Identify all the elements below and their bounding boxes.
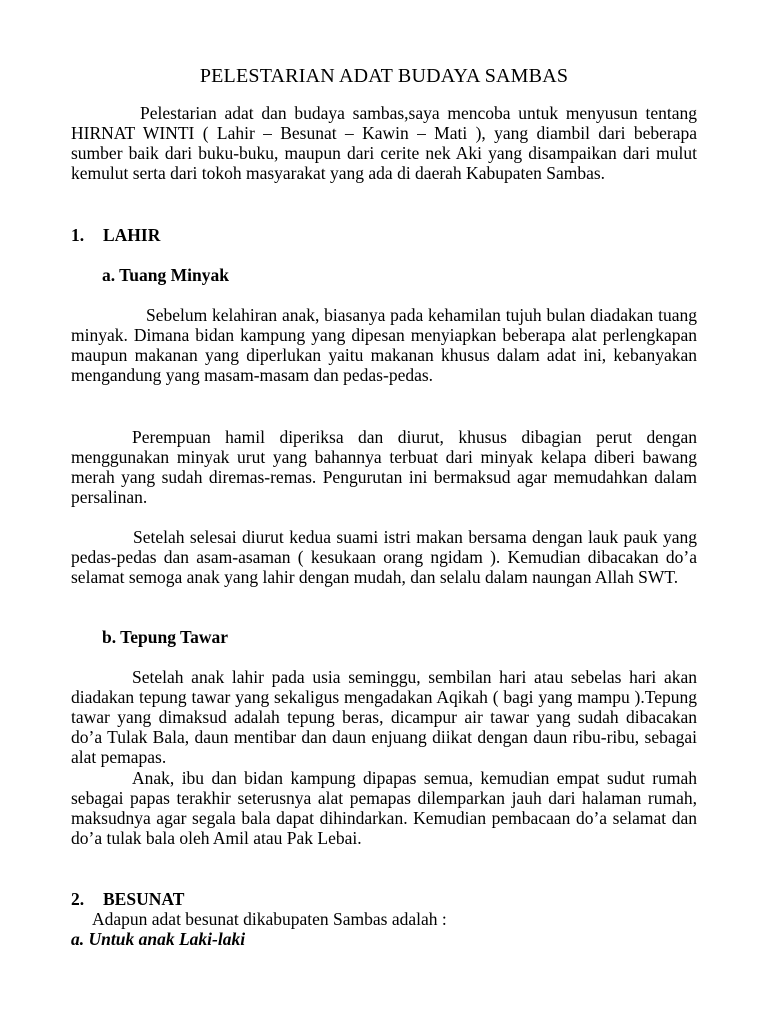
section-title: LAHIR bbox=[103, 225, 161, 245]
besunat-intro-line: Adapun adat besunat dikabupaten Sambas adalah : bbox=[92, 909, 447, 929]
paragraph-tuang-minyak-2: Perempuan hamil diperiksa dan diurut, khusus dibagian perut dengan menggunakan minyak urut yang bahannya terbuat dari minyak kelapa diberi bawang merah yang sudah diremas-remas. Pengurutan ini bermaksud agar memudahkan dalam persalinan. bbox=[71, 427, 697, 507]
section-besunat-heading bbox=[71, 889, 184, 909]
paragraph-tepung-tawar-2: Anak, ibu dan bidan kampung dipapas semua, kemudian empat sudut rumah sebagai papas terakhir seterusnya alat pemapas dilemparkan jauh dari halaman rumah, maksudnya agar segala bala dapat dihindarkan. Kemudian pembacaan do’a selamat dan do’a tulak bala oleh Amil atau Pak Lebai. bbox=[71, 768, 697, 848]
paragraph-tepung-tawar-1: Setelah anak lahir pada usia seminggu, sembilan hari atau sebelas hari akan diadakan tepung tawar yang sekaligus mengadakan Aqikah ( bagi yang mampu ).Tepung tawar yang dimaksud adalah tepung beras, dicampur air tawar yang sudah dibacakan do’a Tulak Bala, daun mentibar dan daun enjuang diikat dengan daun ribu-ribu, sebagai alat pemapas. bbox=[71, 667, 697, 767]
paragraph-tuang-minyak-3: Setelah selesai diurut kedua suami istri makan bersama dengan lauk pauk yang pedas-pedas dan asam-asaman ( kesukaan orang ngidam ). Kemudian dibacakan do’a selamat semoga anak yang lahir dengan mudah, dan selalu dalam naungan Allah SWT. bbox=[71, 527, 697, 587]
section-number: 1. bbox=[71, 225, 85, 245]
subsection-tuang-minyak-heading: a. Tuang Minyak bbox=[102, 265, 229, 285]
section-number: 2. bbox=[71, 889, 85, 909]
document-title: PELESTARIAN ADAT BUDAYA SAMBAS bbox=[199, 65, 569, 87]
subsection-anak-laki-laki-heading: a. Untuk anak Laki-laki bbox=[71, 929, 246, 949]
paragraph-tuang-minyak-1: Sebelum kelahiran anak, biasanya pada kehamilan tujuh bulan diadakan tuang minyak. Dimana bidan kampung yang dipesan menyiapkan beberapa alat perlengkapan maupun makanan yang diperlukan yaitu makanan khusus dalam adat ini, kebanyakan mengandung yang masam-masam dan pedas-pedas. bbox=[71, 305, 697, 385]
intro-paragraph: Pelestarian adat dan budaya sambas,saya mencoba untuk menyusun tentang HIRNAT WINTI ( Lahir – Besunat – Kawin – Mati ), yang diambil dari beberapa sumber baik dari buku-buku, maupun dari cerite nek Aki yang disampaikan dari mulut kemulut serta dari tokoh masyarakat yang ada di daerah Kabupaten Sambas. bbox=[71, 103, 697, 183]
section-title: BESUNAT bbox=[103, 889, 185, 909]
section-lahir-heading bbox=[71, 225, 160, 245]
subsection-tepung-tawar-heading: b. Tepung Tawar bbox=[102, 627, 228, 647]
